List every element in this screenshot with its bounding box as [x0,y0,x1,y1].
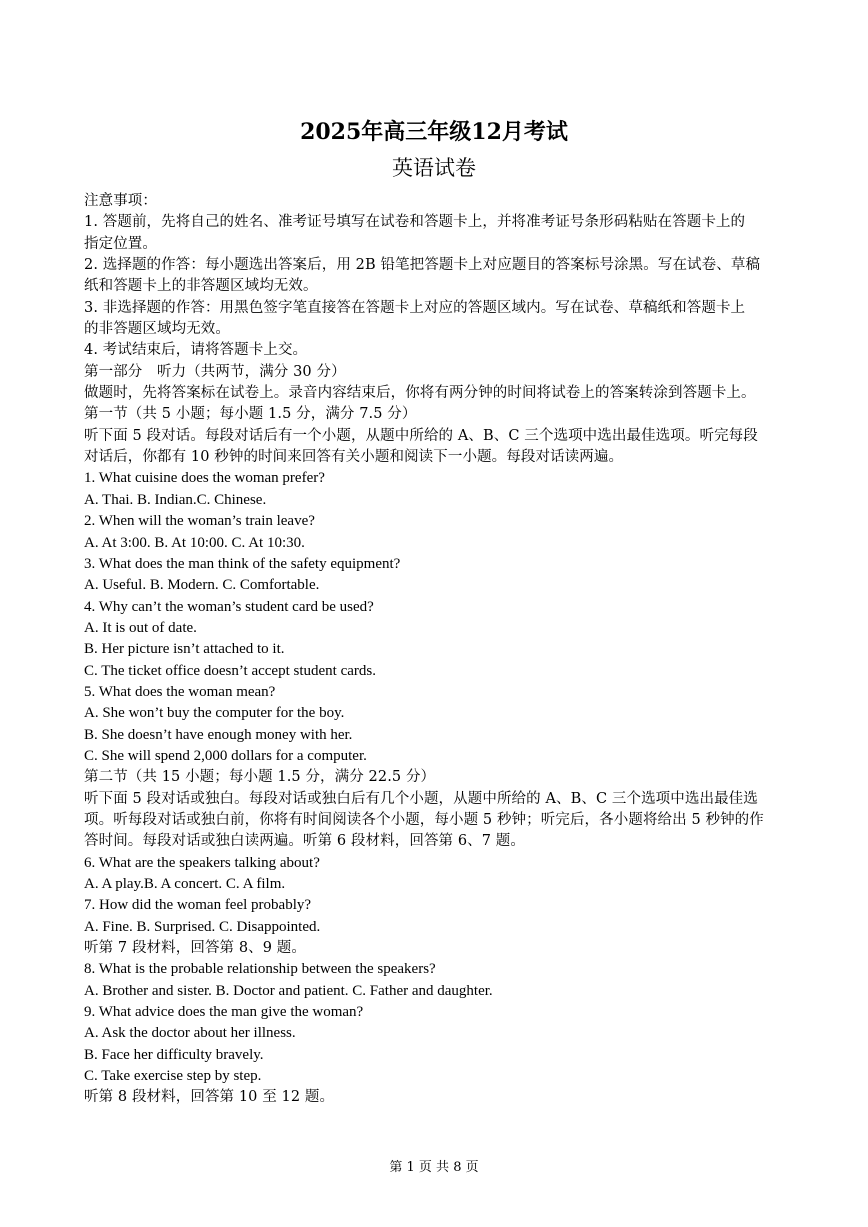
question-line: A. Ask the doctor about her illness. [84,1025,296,1042]
question-line: 1. What cuisine does the woman prefer? [84,470,325,487]
instruction-line: 第一节（共 5 小题；每小题 1.5 分，满分 7.5 分） [84,406,417,423]
question-line: C. Take exercise step by step. [84,1068,262,1085]
question-line: A. A play.B. A concert. C. A film. [84,876,286,892]
question-line: C. She will spend 2,000 dollars for a computer. [84,747,367,764]
instruction-line: 答时间。每段对话或独白读两遍。听第 6 段材料，回答第 6、7 题。 [84,833,526,850]
instruction-line: 听第 8 段材料，回答第 10 至 12 题。 [84,1089,335,1106]
instruction-line: 的非答题区域均无效。 [84,321,230,338]
question-line: A. Fine. B. Surprised. C. Disappointed. [84,918,321,935]
question-line: 8. What is the probable relationship between the speakers? [84,961,436,978]
instruction-line: 听下面 5 段对话或独白。每段对话或独白后有几个小题，从题中所给的 A、B、C 三个选项中选出最佳选 [84,790,758,807]
instruction-line: 对话后，你都有 10 秒钟的时间来回答有关小题和阅读下一小题。每段对话读两遍。 [84,449,624,466]
instruction-line: 听第 7 段材料，回答第 8、9 题。 [84,940,307,957]
question-line: B. Face her difficulty bravely. [84,1046,264,1063]
question-line: C. The ticket office doesn’t accept student cards. [84,662,376,679]
instruction-line: 纸和答题卡上的非答题区域均无效。 [84,278,318,295]
question-line: A. Thai. B. Indian.C. Chinese. [84,491,267,508]
instruction-line: 做题时，先将答案标在试卷上。录音内容结束后，你将有两分钟的时间将试卷上的答案转涂到答题卡上。 [84,385,756,402]
exam-body [84,191,784,1109]
question-line: A. At 3:00. B. At 10:00. C. At 10:30. [84,534,305,551]
instruction-line: 指定位置。 [84,235,157,252]
question-line: 5. What does the woman mean? [84,683,276,700]
question-line: 3. What does the man think of the safety equipment? [84,555,401,572]
question-line: B. Her picture isn’t attached to it. [84,641,285,658]
instruction-line: 1. 答题前，先将自己的姓名、准考证号填写在试卷和答题卡上，并将准考证号条形码粘贴在答题卡上的 [84,214,746,231]
exam-subtitle: 英语试卷 [392,156,476,180]
instruction-line: 第一部分 听力（共两节，满分 30 分） [84,363,346,380]
question-line: 4. Why can’t the woman’s student card be used? [84,598,374,615]
instruction-line: 项。听每段对话或独白前，你将有时间阅读各个小题，每小题 5 秒钟；听完后，各小题将给出 5 秒钟的作 [84,811,764,828]
instruction-line: 3. 非选择题的作答：用黑色签字笔直接答在答题卡上对应的答题区域内。写在试卷、草稿纸和答题卡上 [84,299,746,316]
question-line: B. She doesn’t have enough money with her. [84,726,353,743]
question-line: 9. What advice does the man give the woman? [84,1004,364,1021]
instruction-line: 4. 考试结束后，请将答题卡上交。 [84,342,308,359]
question-line: 7. How did the woman feel probably? [84,897,312,914]
page-number: 第 1 页 共 8 页 [389,1160,479,1175]
instruction-line: 听下面 5 段对话。每段对话后有一个小题，从题中所给的 A、B、C 三个选项中选出最佳选项。听完每段 [84,427,758,444]
instruction-line: 第二节（共 15 小题；每小题 1.5 分，满分 22.5 分） [84,769,436,786]
exam-title: 2025年高三年级12月考试 [300,119,568,145]
question-line: A. It is out of date. [84,619,197,636]
question-line: 2. When will the woman’s train leave? [84,513,315,530]
question-line: A. Useful. B. Modern. C. Comfortable. [84,577,320,594]
instruction-line: 注意事项： [84,193,157,209]
question-line: A. She won’t buy the computer for the boy. [84,705,345,722]
instruction-line: 2. 选择题的作答：每小题选出答案后，用 2B 铅笔把答题卡上对应题目的答案标号涂黑。写在试卷、草稿 [84,257,761,274]
question-line: 6. What are the speakers talking about? [84,854,320,871]
question-line: A. Brother and sister. B. Doctor and patient. C. Father and daughter. [84,982,493,999]
